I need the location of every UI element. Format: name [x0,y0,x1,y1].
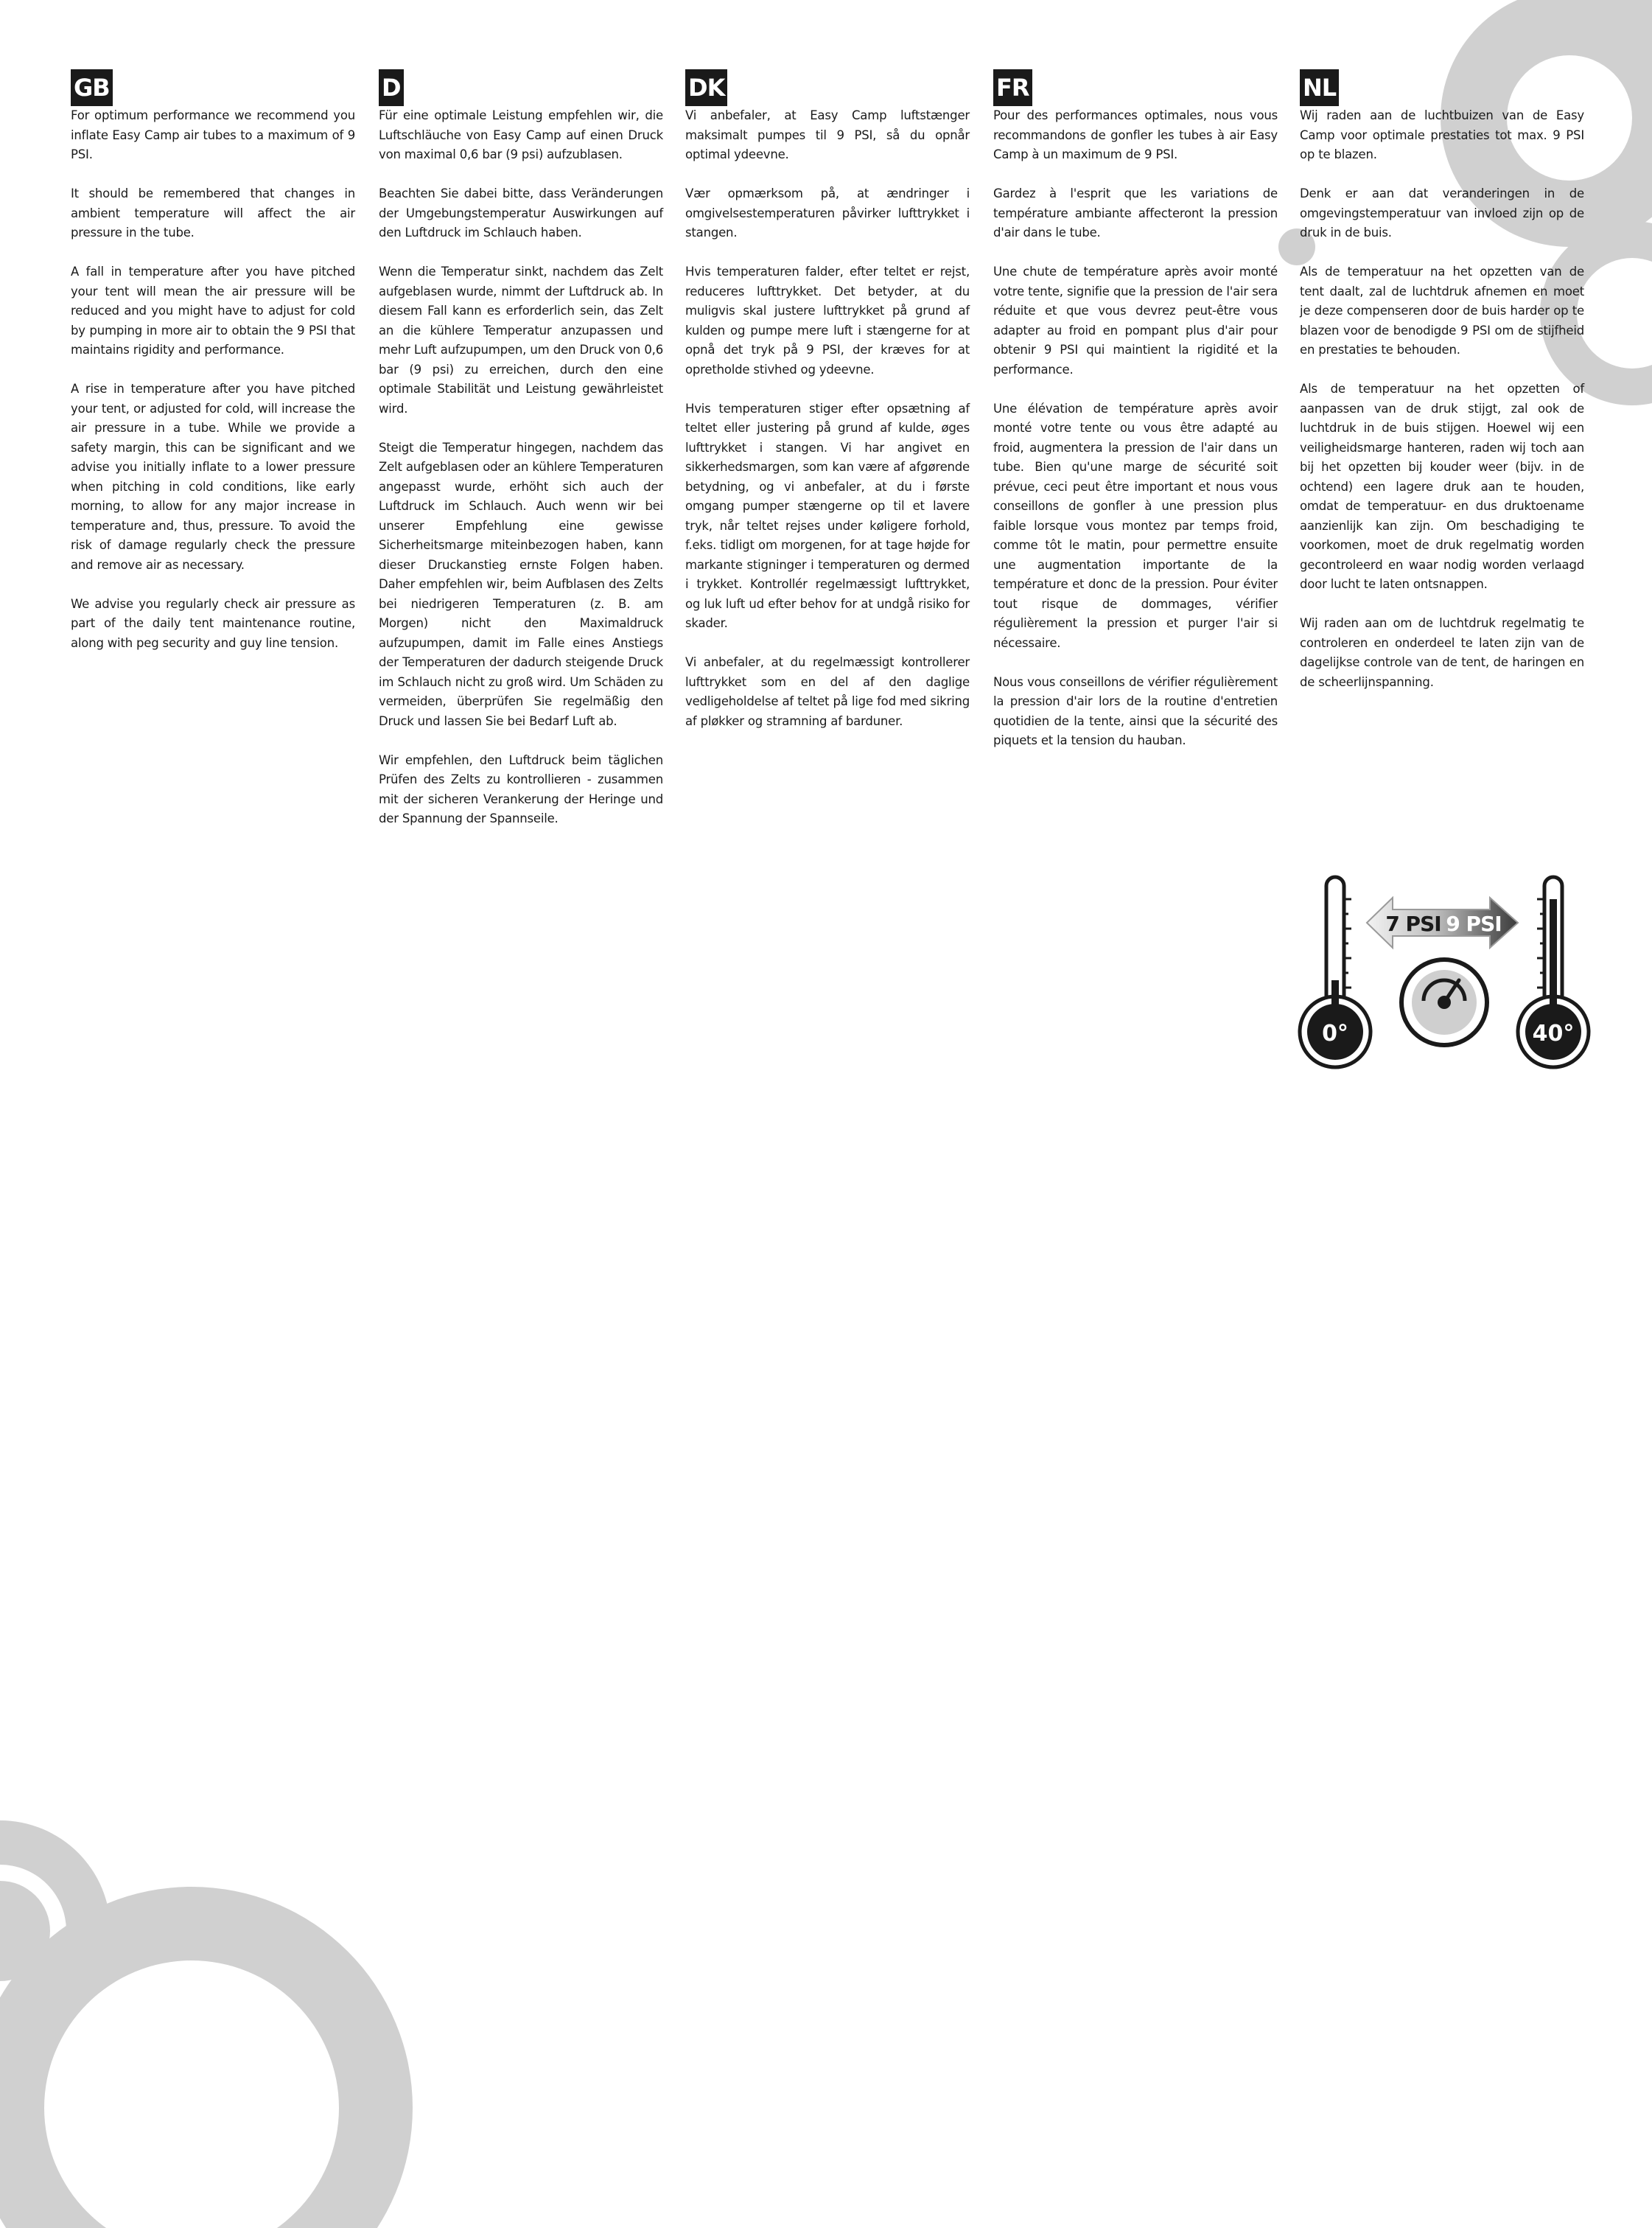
paragraph: Wij raden aan om de luchtdruk regelmatig te controleren en onderdeel te laten zijn van de dagelijkse controle van de tent, de haringen en de scheerlijnspanning. [1300,616,1584,689]
paragraph: For optimum performance we recommend you inflate Easy Camp air tubes to a maximum of 9 PSI. [71,108,355,161]
paragraph: Vi anbefaler, at du regelmæssigt kontrollerer lufttrykket som en del af den daglige vedligeholdelse af teltet på lige fod med sikring af pløkker og stramning af barduner. [685,655,970,728]
column-dk [685,69,970,751]
paragraph: It should be remembered that changes in ambient temperature will affect the air pressure in the tube. [71,186,355,240]
language-label-gb: GB [71,69,113,106]
paragraph: Beachten Sie dabei bitte, dass Veränderungen der Umgebungstemperatur Auswirkungen auf den Luftdruck im Schlauch haben. [379,186,663,240]
temperature-pressure-graphic [1297,870,1592,1076]
paragraph: Hvis temperaturen falder, efter teltet er rejst, reduceres lufttrykket. Det betyder, at du muligvis skal justere lufttrykket på grund af kulden og pumpe mere luft i stængerne for at opnå det tryk på 9 PSI, der kræves for at opretholde stivhed og ydeevne. [685,265,970,377]
high-temperature-label: 40° [1532,1021,1575,1047]
decor-ring-bottom-left-large [0,1887,413,2228]
paragraph: Steigt die Temperatur hingegen, nachdem das Zelt aufgeblasen oder an kühlere Temperaturen angepasst wurde, erhöht sich auch der Luftdruck im Schlauch. Auch wenn wir bei unserer Empfehlung eine gewisse Sicherheitsmarge miteinbezogen haben, kann dieser Druckanstieg ernste Folgen haben. Daher empfehlen wir, beim Aufblasen des Zelts bei niedrigeren Temperaturen (z. B. am Morgen) nicht den Maximaldruck aufzupumpen, damit im Falle eines Anstiegs der Temperaturen der dadurch steigende Druck im Schlauch nicht zu groß wird. Um Schäden zu vermeiden, überprüfen Sie regelmäßig den Druck und lassen Sie bei Bedarf Luft ab. [379,440,663,728]
paragraph: Hvis temperaturen stiger efter opsætning af teltet eller justering på grund af kulde, øges lufttrykket i stangen. Vi har angivet en sikkerhedsmargen, som kan være af afgørende betydning, og vi anbefaler, at du i første omgang pumper stængerne op til et lavere tryk, når teltet rejses under køligere forhold, f.eks. tidligt om morgenen, for at tage højde for markante stigninger i temperaturen og dermed i trykket. Kontrollér regelmæssigt lufttrykket, og luk luft ud efter behov for at undgå risiko for skader. [685,401,970,630]
language-label-dk: DK [685,69,727,106]
high-pressure-label: 9 PSI [1446,912,1502,936]
low-temperature-label: 0° [1322,1021,1348,1047]
paragraph: Als de temperatuur na het opzetten van de tent daalt, zal de luchtdruk afnemen en moet je deze compenseren door de buis harder op te blazen voor de benodigde 9 PSI om de stijfheid en prestaties te behouden. [1300,265,1584,357]
paragraph: Wij raden aan de luchtbuizen van de Easy Camp voor optimale prestaties tot max. 9 PSI op te blazen. [1300,108,1584,161]
column-d [379,69,663,848]
paragraph: Gardez à l'esprit que les variations de température ambiante affecteront la pression d'air dans le tube. [993,186,1278,240]
paragraph: Une chute de température après avoir monté votre tente, signifie que la pression de l'air sera réduite et que vous devrez peut-être vous adapter au froid en pompant plus d'air pour obtenir 9 PSI qui maintient la rigidité et la performance. [993,265,1278,377]
paragraph: Wir empfehlen, den Luftdruck beim täglichen Prüfen des Zelts zu kontrollieren - zusammen mit der sicheren Verankerung der Heringe und der Spannung der Spannseile. [379,752,663,825]
paragraph: Wenn die Temperatur sinkt, nachdem das Zelt aufgeblasen wurde, nimmt der Luftdruck ab. In diesem Fall kann es erforderlich sein, das Zelt an die kühlere Temperatur anzupassen und mehr Luft aufzupumpen, um den Druck von 0,6 bar (9 psi) zu erreichen, durch den eine optimale Stabilität und Leistung gewährleistet wird. [379,265,663,416]
paragraph: Nous vous conseillons de vérifier régulièrement la pression d'air lors de la routine d'entretien quotidien de la tente, ainsi que la sécurité des piquets et la tension du hauban. [993,674,1278,747]
paragraph: Une élévation de température après avoir monté votre tente ou vous être adapté au froid, augmentera la pression de l'air dans un tube. Bien qu'une marge de sécurité soit prévue, ceci peut être important et nous vous conseillons de gonfler à une pression plus faible lorsque vous montez par temps froid, comme tôt le matin, pour permettre ensuite une augmentation importante de la température et donc de la pression. Pour éviter tout risque de dommages, vérifier régulièrement la pression et purger l'air si nécessaire. [993,401,1278,650]
paragraph: Als de temperatuur na het opzetten of aanpassen van de druk stijgt, zal ook de luchtdruk in de buis stijgen. Hoewel wij een veiligheidsmarge hanteren, raden wij toch aan bij het opzetten bij kouder weer (bijv. in de ochtend) een lagere druk aan te houden, omdat de temperatuur- en dus druktoename aanzienlijk kan zijn. Om beschadiging te voorkomen, moet de druk regelmatig worden gecontroleerd en waar nodig worden verlaagd door lucht te laten ontsnappen. [1300,382,1584,591]
column-nl [1300,69,1584,712]
language-label-fr: FR [993,69,1032,106]
language-label-nl: NL [1300,69,1339,106]
paragraph: Vi anbefaler, at Easy Camp luftstænger maksimalt pumpes til 9 PSI, så du opnår optimal ydeevne. [685,108,970,161]
paragraph: Vær opmærksom på, at ændringer i omgivelsestemperaturen påvirker lufttrykket i stangen. [685,186,970,240]
paragraph: A fall in temperature after you have pitched your tent will mean the air pressure will be reduced and you might have to adjust for cold by pumping in more air to obtain the 9 PSI that maintains rigidity and performance. [71,265,355,357]
paragraph: Pour des performances optimales, nous vous recommandons de gonfler les tubes à air Easy Camp à un maximum de 9 PSI. [993,108,1278,161]
column-fr [993,69,1278,770]
paragraph: Denk er aan dat veranderingen in de omgevingstemperatuur van invloed zijn op de druk in de buis. [1300,186,1584,240]
column-gb [71,69,355,673]
language-label-d: D [379,69,404,106]
pressure-gauge-icon [1401,960,1487,1045]
paragraph: Für eine optimale Leistung empfehlen wir, die Luftschläuche von Easy Camp auf einen Druck von maximal 0,6 bar (9 psi) aufzublasen. [379,108,663,161]
low-pressure-label: 7 PSI [1385,912,1441,936]
paragraph: We advise you regularly check air pressure as part of the daily tent maintenance routine, along with peg security and guy line tension. [71,596,355,650]
paragraph: A rise in temperature after you have pitched your tent, or adjusted for cold, will increase the air pressure in a tube. While we provide a safety margin, this can be significant and we advise you initially inflate to a lower pressure when pitching in cold conditions, like early morning, to allow for any major increase in temperature and, thus, pressure. To avoid the risk of damage regularly check the pressure and remove air as necessary. [71,382,355,572]
